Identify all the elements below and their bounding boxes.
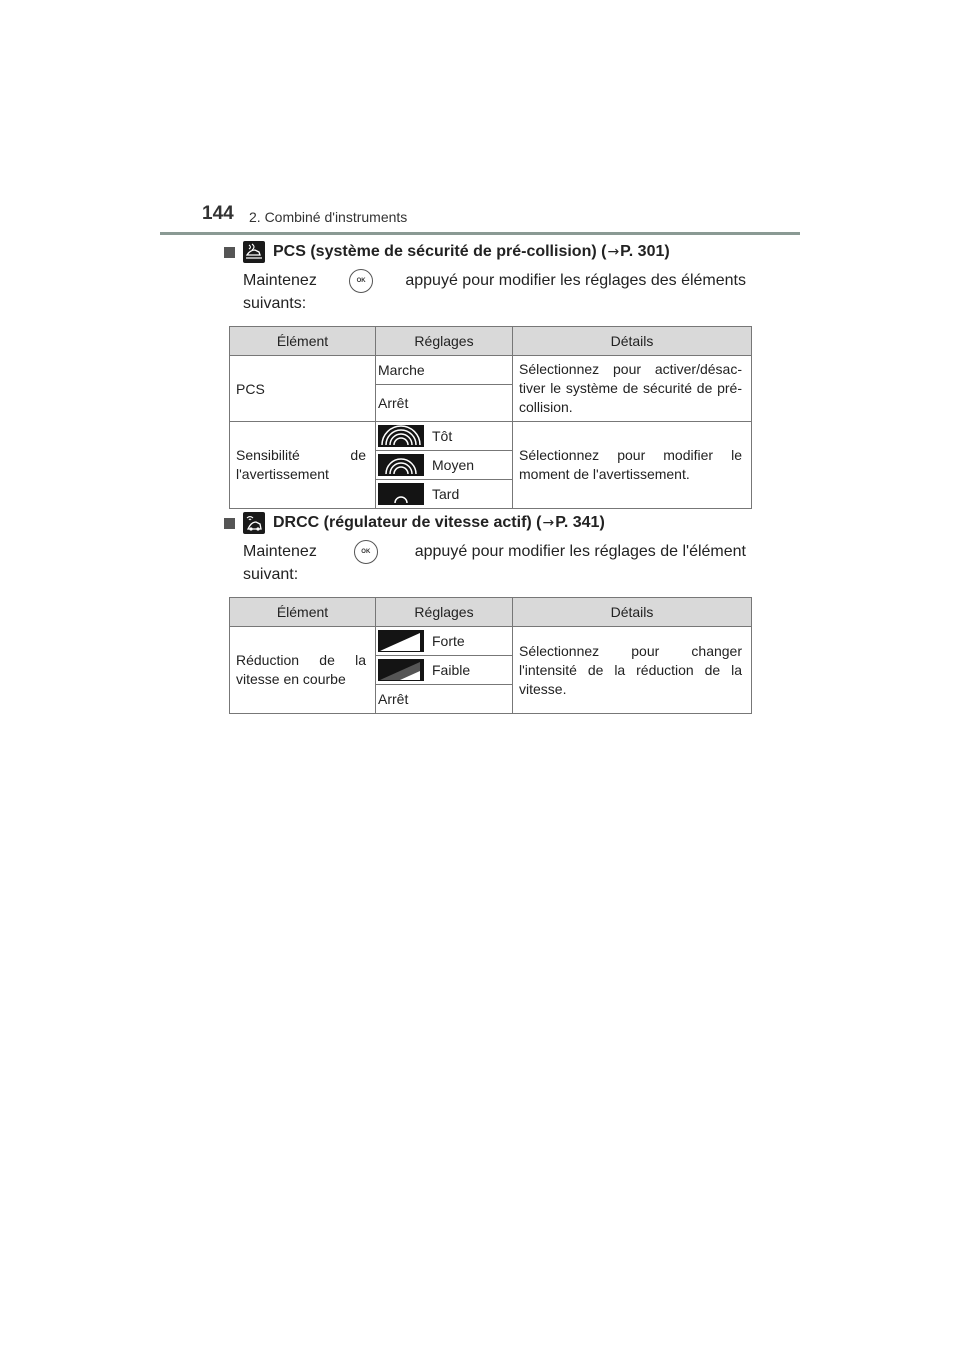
drcc-section-title: DRCC (régulateur de vitesse actif) ( xyxy=(273,514,542,531)
right-arrow-icon: → xyxy=(607,244,620,260)
pcs-instruction-end: appuyé pour modifier les réglages des éléments xyxy=(405,272,746,289)
column-header-details: Détails xyxy=(513,598,752,627)
warning-late-icon xyxy=(378,483,424,505)
drcc-instruction xyxy=(243,540,746,586)
page-number: 144 xyxy=(202,203,234,224)
header-rule xyxy=(160,232,800,235)
drcc-instruction-end: appuyé pour modifier les réglages de l'élément xyxy=(414,543,746,560)
drcc-page-reference[interactable]: P. 341) xyxy=(555,514,605,531)
pcs-section-title: PCS (système de sécurité de pré-collision) ( xyxy=(273,243,607,260)
curve-weak-icon xyxy=(378,659,424,681)
details-sensitivity: Sélectionnez pour modifier le moment de l'avertissement. xyxy=(513,422,752,509)
setting-tot: Tôt xyxy=(376,422,513,451)
column-header-settings: Réglages xyxy=(376,598,513,627)
setting-arret-curve: Arrêt xyxy=(376,685,513,714)
pcs-instruction-start: Maintenez xyxy=(243,272,317,289)
column-header-element: Élément xyxy=(230,327,376,356)
pcs-page-reference[interactable]: P. 301) xyxy=(620,243,670,260)
square-bullet-icon xyxy=(224,247,235,258)
setting-faible: Faible xyxy=(376,656,513,685)
drcc-instruction-start: Maintenez xyxy=(243,543,317,560)
drcc-settings-table xyxy=(229,597,752,714)
setting-moyen: Moyen xyxy=(376,451,513,480)
column-header-element: Élément xyxy=(230,598,376,627)
curve-strong-icon xyxy=(378,630,424,652)
warning-early-icon xyxy=(378,425,424,447)
warning-middle-icon xyxy=(378,454,424,476)
element-sensitivity: Sensibilité de l'avertissement xyxy=(230,422,376,509)
setting-forte: Forte xyxy=(376,627,513,656)
element-curve-speed: Réduction de la vitesse en courbe xyxy=(230,627,376,714)
drcc-section-heading xyxy=(224,512,605,534)
details-curve-speed: Sélectionnez pour changer l'intensité de la réduction de la vitesse. xyxy=(513,627,752,714)
ok-button-icon: OK xyxy=(354,540,378,564)
pcs-settings-table xyxy=(229,326,752,509)
column-header-details: Détails xyxy=(513,327,752,356)
details-pcs: Sélectionnez pour activer/désac-tiver le système de sécurité de pré-collision. xyxy=(513,356,752,422)
drcc-instruction-line2: suivant: xyxy=(243,566,299,583)
radar-cruise-icon xyxy=(243,512,265,534)
chapter-title: 2. Combiné d'instruments xyxy=(249,209,408,225)
setting-arret: Arrêt xyxy=(376,385,513,422)
right-arrow-icon: → xyxy=(542,515,555,531)
ok-button-icon: OK xyxy=(349,269,373,293)
setting-tard: Tard xyxy=(376,480,513,509)
pcs-section-heading xyxy=(224,241,670,263)
pcs-instruction-line2: suivants: xyxy=(243,295,307,312)
pre-collision-icon xyxy=(243,241,265,263)
square-bullet-icon xyxy=(224,518,235,529)
element-pcs: PCS xyxy=(230,356,376,422)
pcs-instruction xyxy=(243,269,746,315)
setting-marche: Marche xyxy=(376,356,513,385)
column-header-settings: Réglages xyxy=(376,327,513,356)
